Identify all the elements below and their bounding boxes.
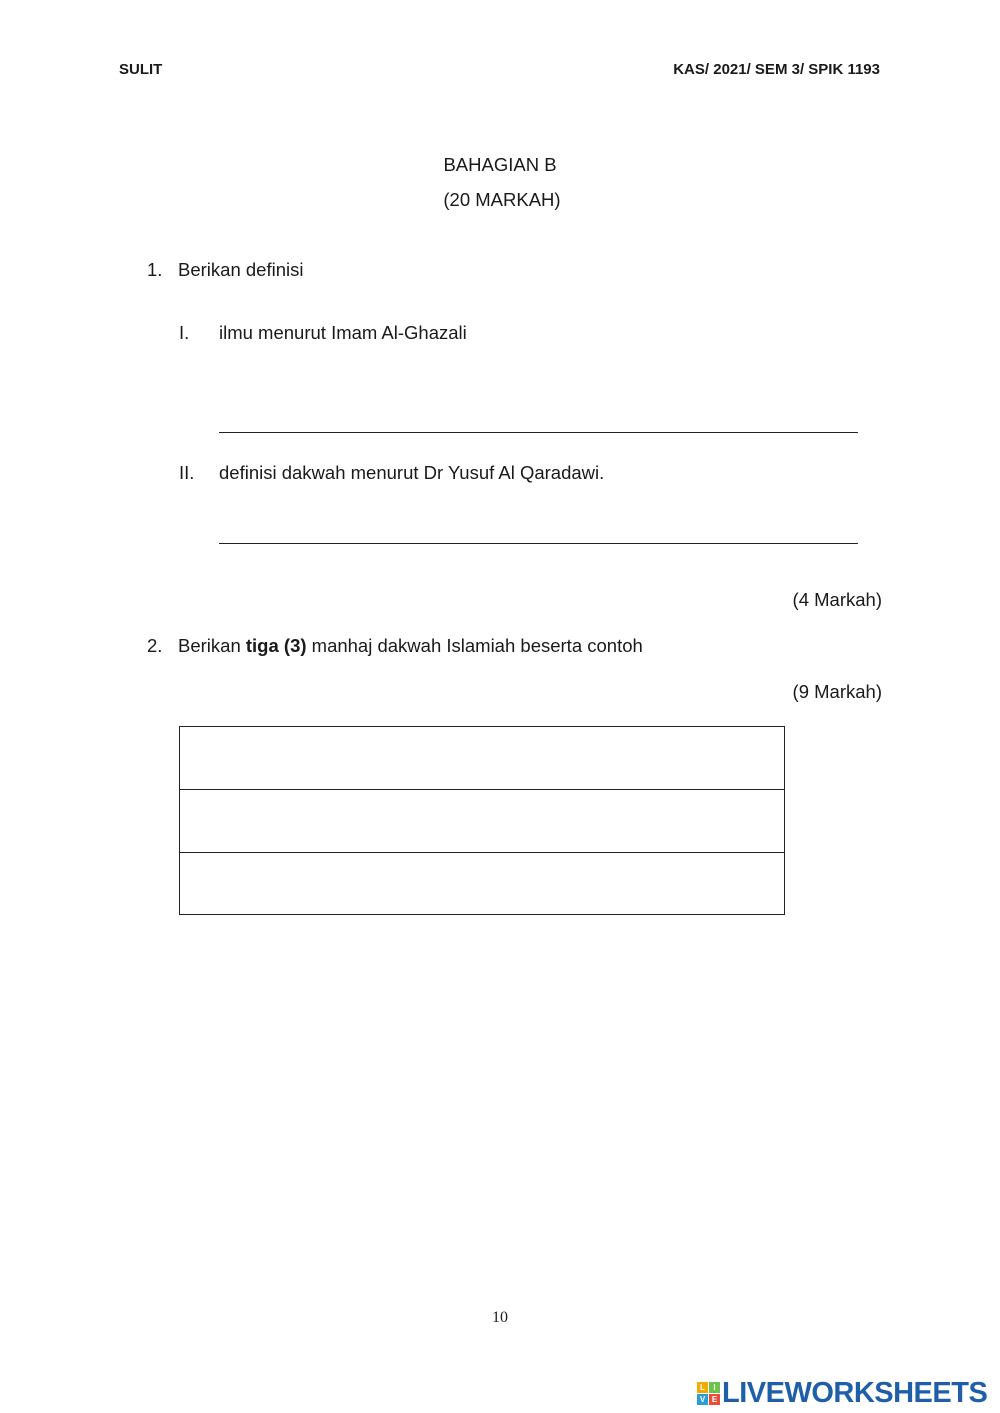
logo-grid-icon <box>697 1382 720 1405</box>
answer-table-row[interactable] <box>180 790 784 853</box>
logo-grid-letter: E <box>709 1394 720 1405</box>
question-1-part-i-numeral: I. <box>179 322 190 343</box>
question-2-prompt-bold: tiga (3) <box>245 635 307 656</box>
logo-grid-letter: L <box>697 1382 708 1393</box>
section-marks: (20 MARKAH) <box>443 189 561 210</box>
question-1-part-ii-text: definisi dakwah menurut Dr Yusuf Al Qaradawi. <box>219 462 605 483</box>
question-1-part-ii-numeral: II. <box>179 462 195 483</box>
liveworksheets-logo <box>697 1375 987 1411</box>
logo-text: LIVEWORKSHEETS <box>722 1376 988 1409</box>
question-1-marks: (4 Markah) <box>792 589 882 610</box>
question-2-prompt <box>178 635 643 657</box>
header-left: SULIT <box>119 61 163 78</box>
question-1-number: 1. <box>147 259 163 280</box>
answer-table-row[interactable] <box>180 853 784 916</box>
section-title: BAHAGIAN B <box>443 154 557 175</box>
question-1-prompt: Berikan definisi <box>178 259 304 280</box>
question-2-marks: (9 Markah) <box>792 681 882 702</box>
logo-grid-letter: V <box>697 1394 708 1405</box>
answer-table <box>179 726 785 915</box>
answer-line-part-i[interactable] <box>219 432 858 433</box>
question-2-prompt-after: manhaj dakwah Islamiah beserta contoh <box>306 635 643 656</box>
question-2-prompt-before: Berikan <box>178 635 246 656</box>
question-2-number: 2. <box>147 635 163 656</box>
logo-grid-letter: I <box>709 1382 720 1393</box>
answer-line-part-ii[interactable] <box>219 543 858 544</box>
answer-table-row[interactable] <box>180 727 784 790</box>
header-right: KAS/ 2021/ SEM 3/ SPIK 1193 <box>673 61 880 78</box>
question-1-part-i-text: ilmu menurut Imam Al-Ghazali <box>219 322 467 343</box>
page-number: 10 <box>492 1309 508 1326</box>
